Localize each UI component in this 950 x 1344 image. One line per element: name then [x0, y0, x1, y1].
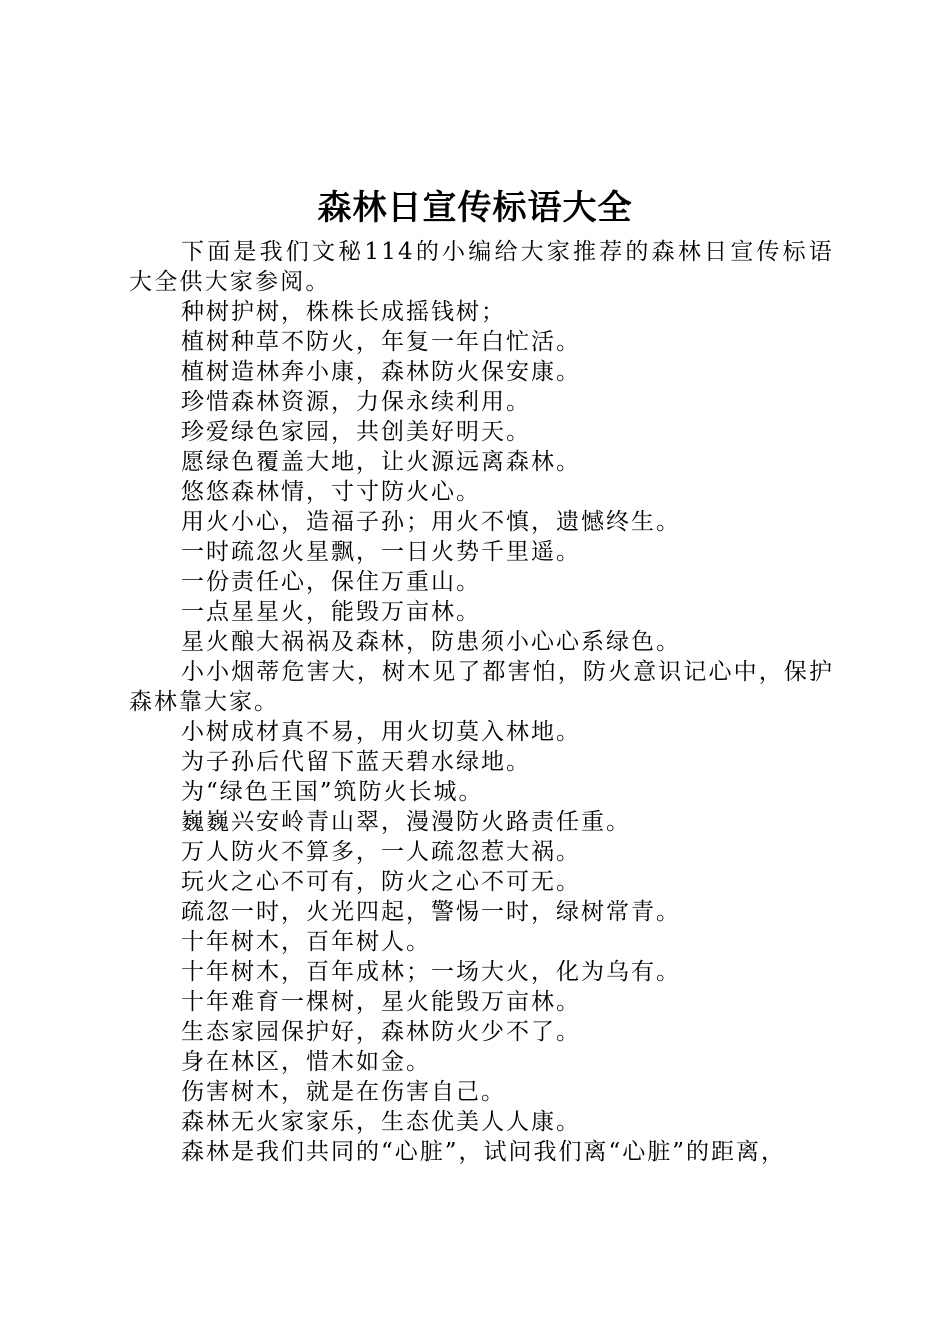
slogan-line: 一时疏忽火星飘，一日火势千里遥。	[181, 539, 581, 565]
slogan-line: 身在林区，惜木如金。	[181, 1049, 431, 1075]
slogan-line: 一份责任心，保住万重山。	[181, 569, 481, 595]
document-body	[129, 237, 834, 1167]
document-title: 森林日宣传标语大全	[317, 188, 633, 228]
slogan-line: 用火小心，造福子孙；用火不慎，遗憾终生。	[181, 509, 681, 535]
slogan-line: 为子孙后代留下蓝天碧水绿地。	[181, 749, 531, 775]
slogan-line: 为“绿色王国”筑防火长城。	[181, 779, 484, 805]
slogan-line: 植树种草不防火，年复一年白忙活。	[181, 329, 581, 355]
slogan-line: 植树造林奔小康，森林防火保安康。	[181, 359, 581, 385]
slogan-line: 玩火之心不可有，防火之心不可无。	[181, 869, 581, 895]
slogan-line: 小小烟蒂危害大，树木见了都害怕，防火意识记心中，保护森林靠大家。	[129, 659, 834, 715]
slogan-line: 种树护树，株株长成摇钱树；	[181, 299, 506, 325]
slogan-line: 伤害树木，就是在伤害自己。	[181, 1079, 506, 1105]
slogan-line: 十年树木，百年树人。	[181, 929, 431, 955]
slogan-line: 悠悠森林情，寸寸防火心。	[181, 479, 481, 505]
slogan-line: 森林无火家家乐，生态优美人人康。	[181, 1109, 581, 1135]
slogan-line: 十年树木，百年成林；一场大火，化为乌有。	[181, 959, 681, 985]
slogan-line: 小树成材真不易，用火切莫入林地。	[181, 719, 581, 745]
slogan-line: 生态家园保护好，森林防火少不了。	[181, 1019, 581, 1045]
slogan-line: 一点星星火，能毁万亩林。	[181, 599, 481, 625]
slogan-line: 森林是我们共同的“心脏”，试问我们离“心脏”的距离，	[181, 1139, 787, 1165]
slogan-line: 珍惜森林资源，力保永续利用。	[181, 389, 531, 415]
intro-paragraph: 下面是我们文秘114的小编给大家推荐的森林日宣传标语大全供大家参阅。	[129, 239, 834, 295]
slogan-line: 疏忽一时，火光四起，警惕一时，绿树常青。	[181, 899, 681, 925]
slogan-line: 星火酿大祸祸及森林，防患须小心心系绿色。	[181, 629, 681, 655]
slogan-line: 珍爱绿色家园，共创美好明天。	[181, 419, 531, 445]
slogan-line: 万人防火不算多，一人疏忽惹大祸。	[181, 839, 581, 865]
slogan-line: 巍巍兴安岭青山翠，漫漫防火路责任重。	[181, 809, 631, 835]
slogan-line: 愿绿色覆盖大地，让火源远离森林。	[181, 449, 581, 475]
slogan-line: 十年难育一棵树，星火能毁万亩林。	[181, 989, 581, 1015]
